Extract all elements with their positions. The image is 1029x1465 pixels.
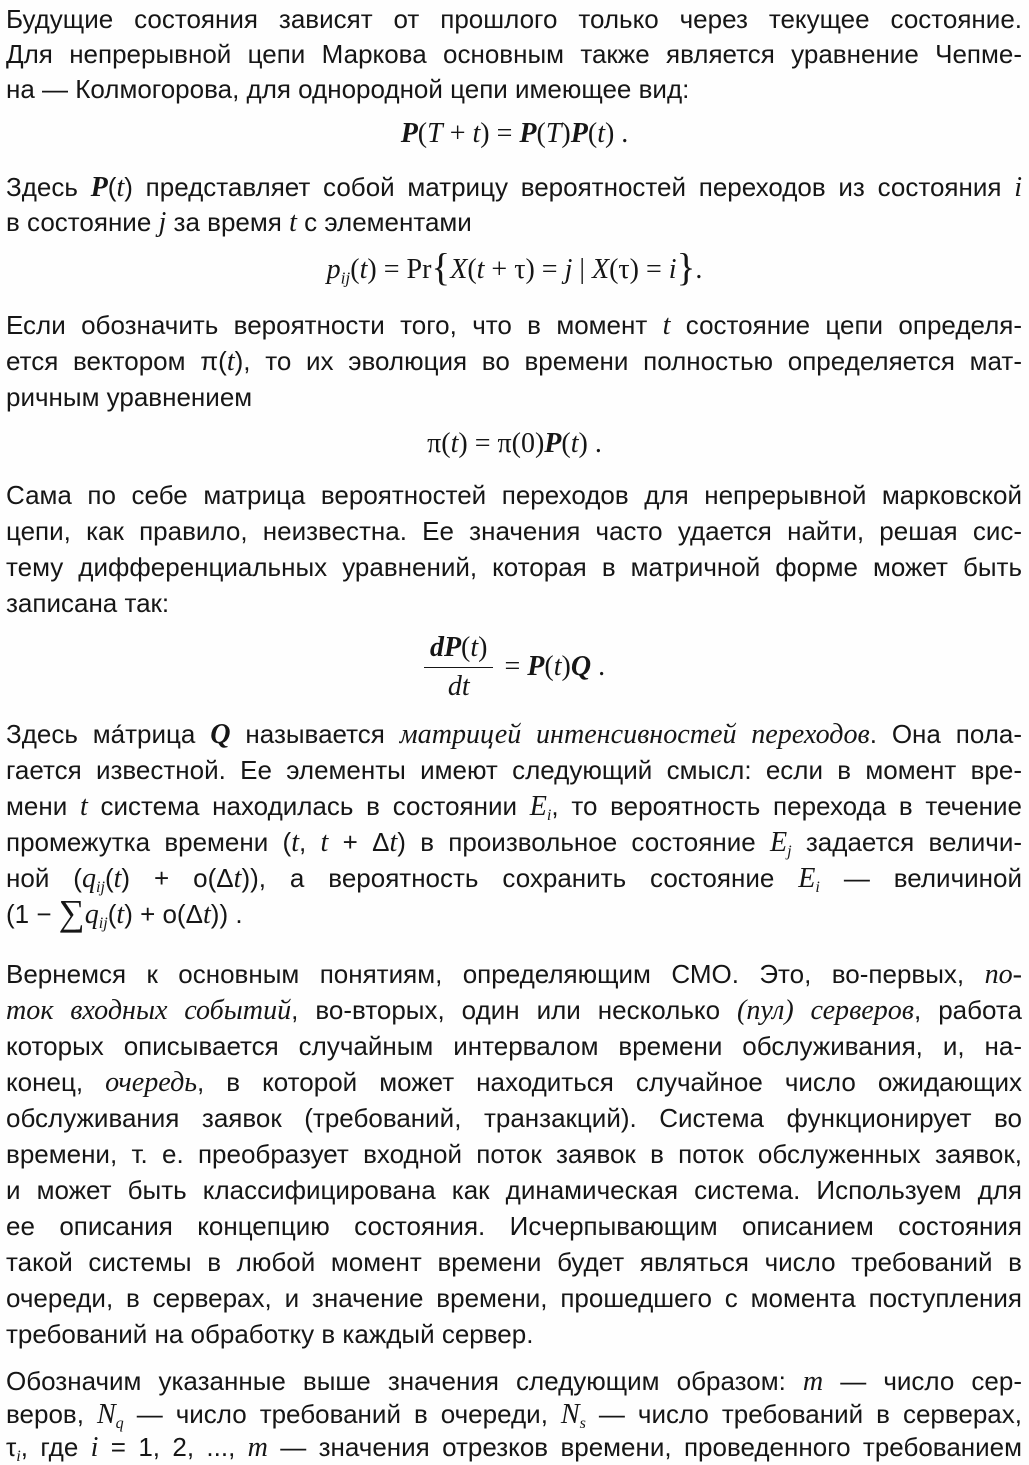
formula-transition-probability <box>0 246 1029 290</box>
text-line <box>6 343 1022 380</box>
text-run: (1 − <box>6 899 59 929</box>
text-run: Здесь <box>6 172 91 202</box>
text-run: гается известной. Ее элементы имеют следующий смысл: если в момент вре- <box>6 755 1022 785</box>
math-symbol: t <box>389 827 398 858</box>
text-run: Обозначим указанные выше значения следующим образом: <box>6 1366 803 1396</box>
text-line <box>6 1396 1022 1433</box>
math-symbol: dt <box>447 670 470 702</box>
text-line <box>6 893 1022 934</box>
italic-run: матрицей интенсивностей переходов <box>399 719 870 750</box>
text-line <box>6 1280 1022 1316</box>
subscript: i <box>16 1448 21 1465</box>
text-run: ( <box>461 631 471 663</box>
text-line <box>6 1429 1022 1465</box>
text-run: требований на обработку в каждый сервер. <box>6 1319 534 1349</box>
text-run: — число требований в очереди, <box>123 1399 561 1429</box>
text-line <box>6 788 1022 825</box>
text-line <box>6 1064 1022 1101</box>
text-line <box>6 1363 1022 1400</box>
text-run: и может быть классифицирована как динамическая система. Используем для <box>6 1175 1022 1205</box>
text-run: такой системы в любой момент времени будет являться число требований в <box>6 1247 1022 1277</box>
math-symbol: t <box>476 254 485 285</box>
formula-chapman-kolmogorov <box>0 116 1029 152</box>
formula-differential-equation <box>0 626 1029 708</box>
math-symbol: p <box>326 254 341 285</box>
math-symbol: t <box>289 207 297 238</box>
text-line <box>6 1028 1022 1064</box>
formula-right-side <box>497 649 605 685</box>
bold-math-symbol: Q <box>570 651 592 682</box>
math-symbol: m <box>802 1366 824 1397</box>
text-line <box>6 549 1022 585</box>
text-run: Здесь ма́трица <box>6 719 211 749</box>
text-run: . <box>695 254 703 285</box>
text-run: . Она пола- <box>869 719 1023 749</box>
text-run: π( <box>427 428 451 459</box>
text-line <box>6 1 1022 37</box>
text-run: ( <box>561 428 571 459</box>
text-run: . <box>591 651 606 682</box>
math-symbol: t <box>597 118 605 149</box>
text-run: ) <box>561 651 571 682</box>
text-run: обслуживания заявок (требований, транзакций). Система функционирует во <box>6 1103 1022 1133</box>
text-run: промежутка времени ( <box>6 827 292 857</box>
math-symbol: m <box>247 1432 268 1463</box>
text-line <box>6 716 1022 753</box>
text-line <box>6 477 1022 513</box>
text-run: — число требований в серверах, <box>585 1399 1022 1429</box>
math-symbol: t <box>662 310 671 341</box>
text-run: ( <box>587 118 598 149</box>
math-symbol: q <box>84 899 99 930</box>
text-run: система находилась в состоянии <box>87 791 530 821</box>
math-symbol: t <box>450 428 459 459</box>
math-symbol: i <box>1014 172 1023 203</box>
text-line <box>6 1100 1022 1136</box>
math-symbol: j <box>564 254 573 285</box>
math-symbol: t <box>202 899 211 930</box>
text-run: Вернемся к основным понятиям, определяющим СМО. Это, во-первых, <box>6 959 985 989</box>
text-run: тему дифференциальных уравнений, которая в матричной форме может быть <box>6 552 1022 582</box>
text-run: — величиной <box>819 863 1022 893</box>
fraction-denominator <box>448 668 470 704</box>
math-symbol: i <box>668 254 677 285</box>
subscript: ij <box>98 915 108 933</box>
text-run: ( <box>536 118 546 149</box>
text-run: ) + o(Δ <box>124 899 203 929</box>
math-symbol: E <box>529 791 547 822</box>
text-run: за время <box>166 207 290 237</box>
math-symbol: t <box>472 118 481 149</box>
text-line <box>6 956 1022 993</box>
text-run: цепи, как правило, неизвестна. Ее значения часто удается найти, решая сис- <box>6 516 1022 546</box>
math-symbol: t <box>359 254 368 285</box>
fraction <box>424 631 494 704</box>
math-symbol: t <box>113 863 122 894</box>
math-symbol: i <box>90 1432 99 1463</box>
text-run: записана так: <box>6 588 170 618</box>
text-run: ) в произвольное состояние <box>397 827 770 857</box>
text-run: Для непрерывной цепи Маркова основным также является уравнение Чепме- <box>6 39 1022 69</box>
text-run: ) = π(0) <box>458 428 545 459</box>
text-run: = <box>497 651 528 682</box>
subscript: ij <box>340 268 351 288</box>
text-run: ется вектором π( <box>6 346 227 376</box>
text-line <box>6 860 1022 897</box>
text-run: задается величи- <box>791 827 1023 857</box>
text-run: — значения отрезков времени, проведенного требованием <box>267 1432 1022 1462</box>
text-run: ричным уравнением <box>6 382 253 412</box>
math-symbol: T <box>545 118 562 149</box>
text-run: конец, <box>6 1067 106 1097</box>
text-run: ( <box>107 899 117 929</box>
math-symbol: t <box>233 863 242 894</box>
text-run: , во-вторых, один или несколько <box>291 995 738 1025</box>
text-run: ( <box>104 863 114 893</box>
text-run: очереди, в серверах, и значение времени, прошедшего с момента поступления <box>6 1283 1022 1313</box>
subscript: q <box>115 1415 124 1433</box>
text-line <box>6 1208 1022 1244</box>
text-run: Сама по себе матрица вероятностей переходов для непрерывной марковской <box>6 480 1022 510</box>
text-line <box>6 513 1022 549</box>
text-run: , то вероятность перехода в течение <box>551 791 1022 821</box>
math-symbol: t <box>553 651 562 682</box>
math-symbol: N <box>560 1399 580 1430</box>
text-run: , работа <box>914 995 1022 1025</box>
text-run: , где <box>20 1432 91 1462</box>
text-run: ( <box>417 118 428 149</box>
math-symbol: T <box>427 118 443 149</box>
text-run: ) представляет собой матрицу вероятностей переходов из состояния <box>124 172 1015 202</box>
math-symbol: t <box>226 346 235 377</box>
bold-math-symbol: P <box>519 118 537 149</box>
text-run: ее описания концепцию состояния. Исчерпывающим описанием состояния <box>6 1211 1022 1241</box>
text-run: которых описывается случайным интервалом времени обслуживания, и, на- <box>6 1031 1022 1061</box>
text-run: | <box>572 254 592 285</box>
text-run: τ <box>6 1432 17 1462</box>
math-symbol: t <box>291 827 300 858</box>
text-line <box>6 1244 1022 1280</box>
large-symbol: { <box>431 246 451 290</box>
text-run: мени <box>6 791 80 821</box>
text-run: = 1, 2, ..., <box>98 1432 248 1462</box>
text-line <box>6 169 1022 206</box>
bold-math-symbol: dP <box>429 631 462 663</box>
math-symbol: j <box>158 207 167 238</box>
text-run: с элементами <box>296 207 472 237</box>
text-line <box>6 992 1022 1029</box>
text-run: )), а вероятность сохранить состояние <box>241 863 799 893</box>
subscript: ij <box>95 879 105 897</box>
text-line <box>6 307 1022 344</box>
text-line <box>6 36 1022 72</box>
text-run: Будущие состояния зависят от прошлого только через текущее состояние. <box>6 4 1022 34</box>
math-symbol: N <box>96 1399 116 1430</box>
text-run: ) . <box>604 118 629 149</box>
text-line <box>6 1136 1022 1172</box>
bold-math-symbol: P <box>570 118 588 149</box>
text-run: времени, т. е. преобразует входной поток заявок в поток обслуженных заявок, <box>6 1139 1022 1169</box>
subscript: i <box>546 807 552 825</box>
text-run: ( <box>544 651 554 682</box>
text-run: )) . <box>210 899 243 929</box>
text-run: ), то их эволюция во времени полностью определяется мат- <box>234 346 1022 376</box>
text-line <box>6 379 1022 415</box>
italic-run: по- <box>984 959 1022 990</box>
text-line <box>6 752 1022 788</box>
italic-run: очередь <box>105 1067 198 1098</box>
math-symbol: X <box>450 254 468 285</box>
formula-state-evolution <box>0 426 1029 462</box>
text-run: (τ) = <box>609 254 669 285</box>
bold-math-symbol: Q <box>210 719 231 750</box>
math-symbol: E <box>769 827 788 858</box>
math-symbol: t <box>570 428 579 459</box>
large-symbol: ∑ <box>58 893 85 934</box>
text-line <box>6 1316 1022 1352</box>
text-line <box>6 204 1022 241</box>
subscript: i <box>815 879 820 897</box>
text-line <box>6 1172 1022 1208</box>
text-run: + <box>442 118 473 149</box>
text-run: , в которой может находиться случайное число ожидающих <box>197 1067 1022 1097</box>
text-run: ) . <box>578 428 602 459</box>
text-run: ) = Pr <box>367 254 432 285</box>
subscript: j <box>787 843 792 861</box>
bold-math-symbol: P <box>400 118 418 149</box>
text-run: в состояние <box>6 207 159 237</box>
text-run: веров, <box>6 1399 97 1429</box>
text-run: ) <box>561 118 571 149</box>
fraction-numerator <box>424 631 494 668</box>
math-symbol: q <box>81 863 96 894</box>
math-symbol: t <box>320 827 329 858</box>
text-run: называется <box>230 719 400 749</box>
text-run: + Δ <box>328 827 390 857</box>
large-symbol: } <box>676 246 696 290</box>
text-run: ной ( <box>6 863 82 893</box>
italic-run: (пул) серверов <box>737 995 914 1026</box>
text-run: на — Колмогорова, для однородной цепи имеющее вид: <box>6 74 690 104</box>
subscript: s <box>579 1415 586 1433</box>
math-symbol: t <box>470 631 479 663</box>
math-symbol: t <box>116 899 125 930</box>
bold-math-symbol: P <box>544 428 562 459</box>
text-run: ) = <box>480 118 520 149</box>
math-symbol: t <box>79 791 88 822</box>
math-symbol: t <box>116 172 125 203</box>
text-run: ) <box>478 631 488 663</box>
math-symbol: X <box>591 254 610 285</box>
bold-math-symbol: P <box>527 651 545 682</box>
text-line <box>6 585 1022 621</box>
text-run: Если обозначить вероятности того, что в момент <box>6 310 663 340</box>
math-symbol: E <box>798 863 816 894</box>
text-run: ) + o(Δ <box>121 863 234 893</box>
text-run: ( <box>350 254 360 285</box>
text-run: состояние цепи определя- <box>670 310 1022 340</box>
text-run: ( <box>107 172 117 202</box>
text-run: ( <box>467 254 477 285</box>
text-line <box>6 824 1022 861</box>
text-run: , <box>299 827 321 857</box>
bold-math-symbol: P <box>90 172 108 203</box>
text-line <box>6 71 1022 107</box>
text-run: — число сер- <box>823 1366 1022 1396</box>
italic-run: ток входных событий <box>6 995 292 1026</box>
text-run: + τ) = <box>484 254 565 285</box>
